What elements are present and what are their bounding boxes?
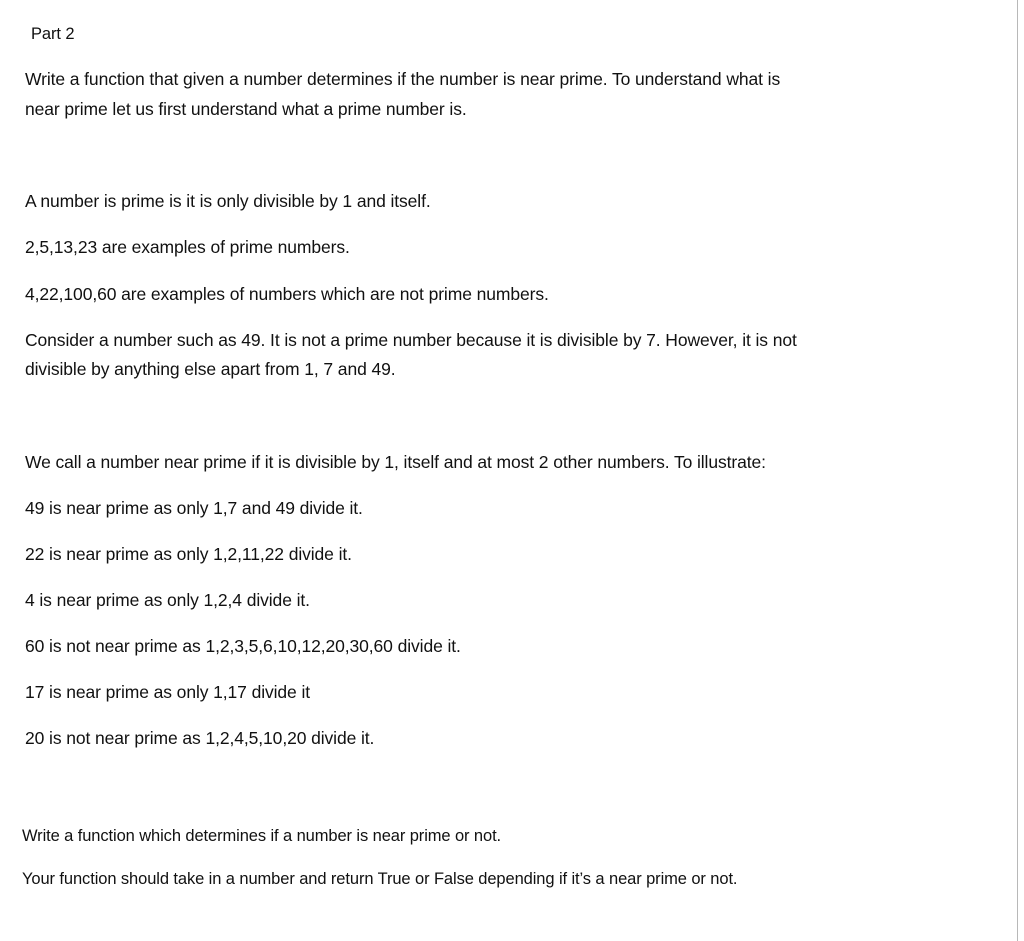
page-edge-divider bbox=[1017, 0, 1018, 941]
illustration-item: 22 is near prime as only 1,2,11,22 divide it. bbox=[25, 544, 352, 564]
illustration-item: 49 is near prime as only 1,7 and 49 divide it. bbox=[25, 498, 363, 518]
non-prime-examples: 4,22,100,60 are examples of numbers which are not prime numbers. bbox=[25, 284, 549, 304]
intro-line-2: near prime let us first understand what a prime number is. bbox=[25, 99, 467, 119]
task-line-2: Your function should take in a number and return True or False depending if it’s a near prime or not. bbox=[22, 870, 738, 888]
consider-line-1: Consider a number such as 49. It is not a prime number because it is divisible by 7. However, it is not bbox=[25, 330, 797, 350]
intro-line-1: Write a function that given a number determines if the number is near prime. To understand what is bbox=[25, 69, 781, 89]
illustration-item: 60 is not near prime as 1,2,3,5,6,10,12,20,30,60 divide it. bbox=[25, 636, 461, 656]
part-heading: Part 2 bbox=[31, 25, 75, 43]
illustration-item: 4 is near prime as only 1,2,4 divide it. bbox=[25, 590, 310, 610]
illustration-item: 20 is not near prime as 1,2,4,5,10,20 divide it. bbox=[25, 728, 375, 748]
prime-definition: A number is prime is it is only divisible by 1 and itself. bbox=[25, 191, 431, 211]
consider-line-2: divisible by anything else apart from 1, 7 and 49. bbox=[25, 359, 396, 379]
illustration-item: 17 is near prime as only 1,17 divide it bbox=[25, 682, 311, 702]
prime-examples: 2,5,13,23 are examples of prime numbers. bbox=[25, 237, 350, 257]
task-line-1: Write a function which determines if a number is near prime or not. bbox=[22, 827, 502, 845]
near-prime-definition: We call a number near prime if it is divisible by 1, itself and at most 2 other numbers. To illustrate: bbox=[25, 452, 766, 472]
